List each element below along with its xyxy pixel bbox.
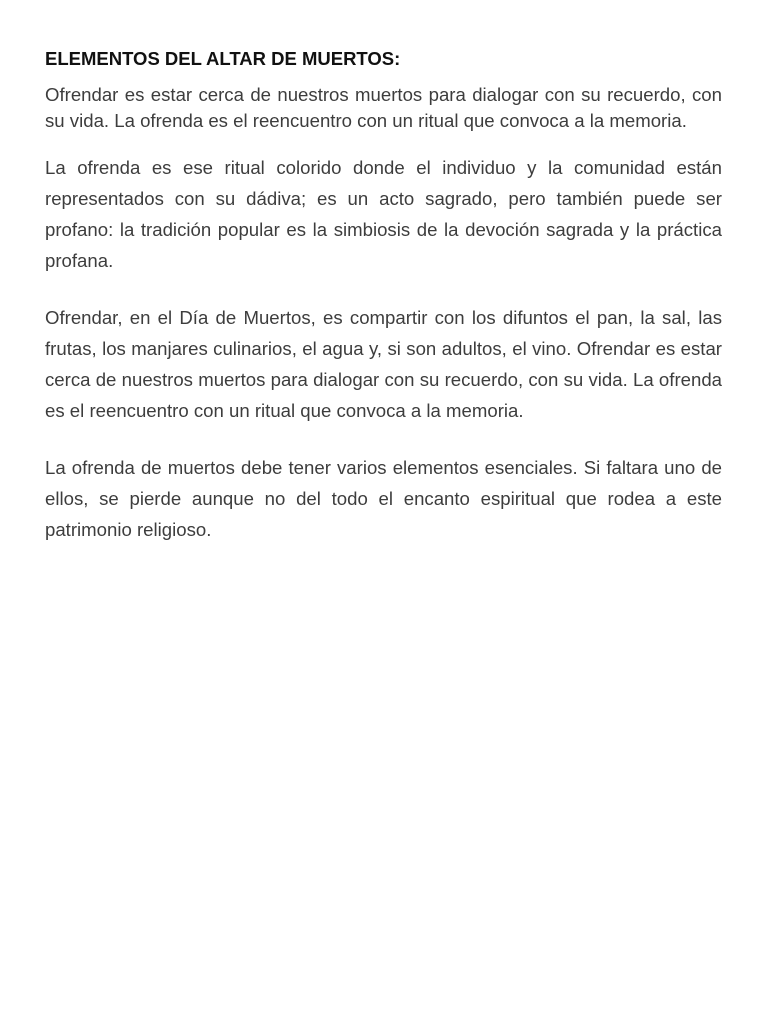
paragraph-4: La ofrenda de muertos debe tener varios elementos esenciales. Si faltara uno de ellos, se pierde aunque no del todo el encanto espiritual que rodea a este patrimonio religioso. (45, 457, 722, 540)
paragraph-2: La ofrenda es ese ritual colorido donde el individuo y la comunidad están representados con su dádiva; es un acto sagrado, pero también puede ser profano: la tradición popular es la simbiosis de la devoción sagrada y la práctica profana. (45, 157, 722, 271)
paragraph-3: Ofrendar, en el Día de Muertos, es compartir con los difuntos el pan, la sal, las frutas, los manjares culinarios, el agua y, si son adultos, el vino. Ofrendar es estar cerca de nuestros muertos para dialogar con su recuerdo, con su vida. La ofrenda es el reencuentro con un ritual que convoca a la memoria. (45, 307, 722, 421)
document-page (45, 44, 722, 545)
document-title: ELEMENTOS DEL ALTAR DE MUERTOS: (45, 48, 401, 69)
paragraph-1: Ofrendar es estar cerca de nuestros muertos para dialogar con su recuerdo, con su vida. La ofrenda es el reencuentro con un ritual que convoca a la memoria. (45, 84, 722, 131)
